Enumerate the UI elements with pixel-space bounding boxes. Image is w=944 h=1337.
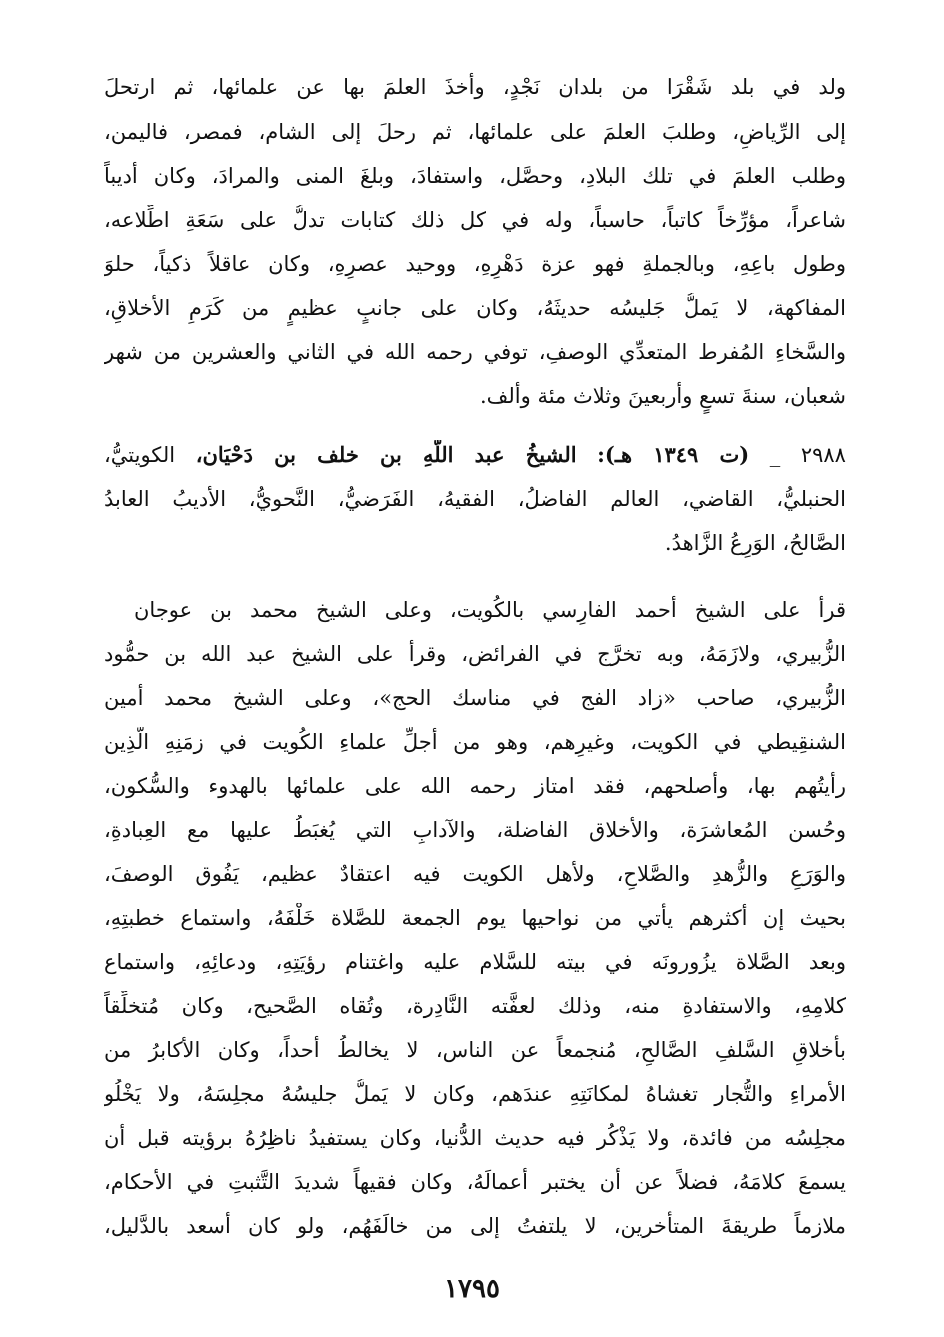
text-line: وطلب العلمَ في تلك البلادِ، وحصَّل، واستفادَ، وبلغَ المنى والمرادَ، وكان أديباً xyxy=(104,164,846,188)
text-line: وبعد الصَّلاة يزُورونَه في بيته للسَّلام عليه واغتنام رؤيَتِهِ، ودعائِهِ، واستماع xyxy=(104,950,846,974)
entry-titles-line: الحنبليُّ، القاضي، العالم الفاضلُ، الفقيهُ، الفَرَضيُّ، النَّحويُّ، الأديبُ العابدُ xyxy=(104,487,846,511)
text-line: إلى الرِّياضِ، وطلبَ العلمَ على علمائها، ثم رحلَ إلى الشام، فمصر، فاليمن، xyxy=(104,120,846,144)
text-line: والسَّخاءِ المُفرط المتعدِّي الوصفِ، توفي رحمه الله في الثاني والعشرين من شهر xyxy=(104,340,846,364)
text-line: الأمراءِ والتُّجار تغشاهُ لمكانَتِهِ عندَهم، وكان لا يَملُّ جليسُهُ مجلِسَهُ، ولا يَخْلُو xyxy=(104,1082,846,1106)
text-line: الزُّبيري، ولازَمَهُ، وبه تخرَّج في الفرائض، وقرأ على الشيخ عبد الله بن حمُّود xyxy=(104,642,846,666)
entry-death-date: (ت ١٣٤٩ هـ): xyxy=(597,442,750,467)
entry-heading xyxy=(104,440,846,474)
text-line: ملازماً طريقةَ المتأخرين، لا يلتفتُ إلى من خالَفَهُم، ولو كان أسعد بالدَّليل، xyxy=(104,1214,846,1238)
text-line: قرأ على الشيخ أحمد الفارِسي بالكُويت، وعلى الشيخ محمد بن عوجان xyxy=(134,598,846,622)
page-number: ١٧٩٥ xyxy=(444,1274,500,1304)
text-line: بأخلاقِ السَّلفِ الصَّالحِ، مُنجمعاً عن الناس، لا يخالطُ أحداً، وكان الأكابرُ من xyxy=(104,1038,846,1062)
text-line: بحيث إن أكثرهم يأتي من نواحيها يوم الجمعة للصَّلاة خَلْفَهُ، واستماع خطبتِهِ، xyxy=(104,906,846,930)
entry-titles-line: الصَّالحُ، الوَرِعُ الزَّاهدُ. xyxy=(664,531,846,555)
text-line: شاعراً، مؤرِّخاً كاتباً، حاسباً، وله في كل ذلك كتابات تدلُّ على سَعَةِ اطِّلاعه، xyxy=(104,208,846,232)
text-line: والوَرَعِ والزُّهدِ والصَّلاحِ، ولأهل الكويت فيه اعتقادٌ عظيم، يَفُوق الوصفَ، xyxy=(104,862,846,886)
text-line: يسمعَ كلامَهُ، فضلاً عن أن يختبر أعمالَهُ، وكان فقيهاً شديدَ التَّثبتِ في الأحكام، xyxy=(104,1170,846,1194)
text-line: الشنقِيطي في الكويت، وغيرِهم، وهو من أجلِّ علماءِ الكُويت في زمَنِهِ الَّذِين xyxy=(104,730,846,754)
text-line: ولد في بلد شَقْرَا من بلدان نَجْدٍ، وأخذَ العلمَ بها عن علمائها، ثم ارتحلَ xyxy=(104,75,846,99)
entry-dash: _ xyxy=(749,443,781,467)
text-line: مجلِسُه من فائدة، ولا يَذْكُر فيه حديث الدُّنيا، وكان يستفيدُ ناظِرُهُ برؤيته قبل أن xyxy=(104,1126,846,1150)
text-line: شعبان، سنةَ تسعٍ وأربعينَ وثلاث مئة وألف. xyxy=(480,384,846,408)
text-line: كلامِهِ، والاستفادةِ منه، وذلك لعفَّته النَّادِرة، وتُقاه الصَّحيح، وكان مُتخلِّقاً xyxy=(104,994,846,1018)
entry-person-name: الشيخُ عبد اللَّهِ بن خلف بن دَحْيَان، xyxy=(195,442,577,467)
text-line: الزُّبيري، صاحب «زاد الفج في مناسك الحج»، وعلى الشيخ محمد أمين xyxy=(104,686,846,710)
text-line: وحُسن المُعاشرَة، والأخلاق الفاضلة، والآدابِ التي يُغبَطُ عليها مع العِبادةِ، xyxy=(104,818,846,842)
entry-number: ٢٩٨٨ xyxy=(800,443,846,467)
text-line: رأيتُهم بها، وأصلحهم، فقد امتاز رحمه الله على علمائها بالهدوء والسُّكون، xyxy=(104,774,846,798)
text-line: وطول باعِهِ، وبالجملةِ فهو عزة دَهْرِهِ، ووحيد عصرِهِ، وكان عاقلاً ذكياً، حلوَ xyxy=(104,252,846,276)
text-line: المفاكهة، لا يَملُّ جَليسُه حديثَهُ، وكان على جانبٍ عظيمٍ من كَرَمِ الأخلاقِ، xyxy=(104,296,846,320)
entry-heading-rest: الكويتيُّ، xyxy=(104,443,176,467)
